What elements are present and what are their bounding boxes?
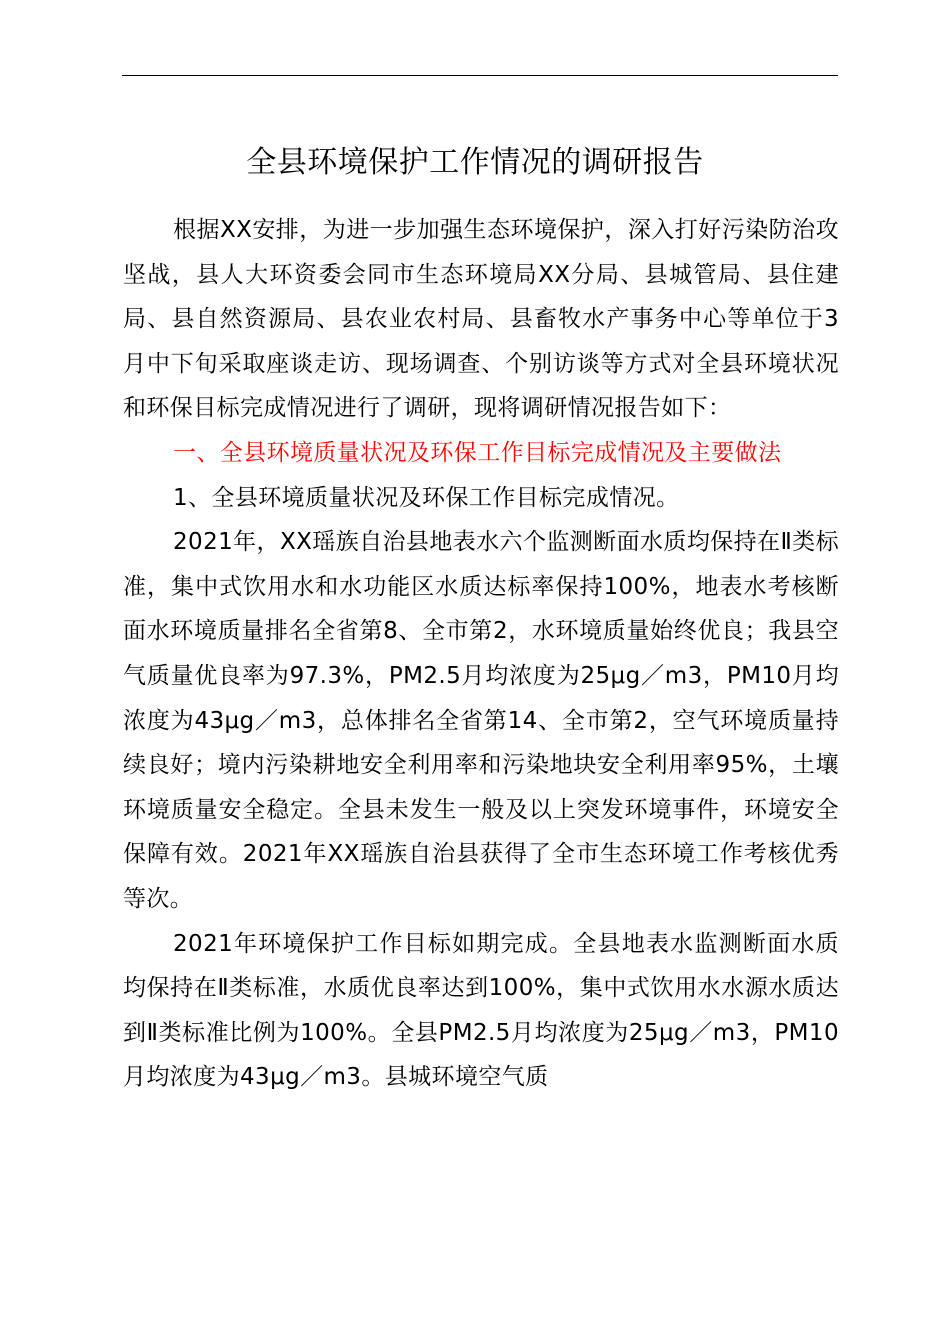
document-title: 全县环境保护工作情况的调研报告 (246, 145, 704, 180)
header-rule (122, 75, 838, 76)
subsection-heading: 1、全县环境质量状况及环保工作目标完成情况。 (173, 484, 680, 511)
intro-paragraph: 根据XX安排，为进一步加强生态环境保护，深入打好污染防治攻坚战，县人大环资委会同市生态环境局XX分局、县城管局、县住建局、县自然资源局、县农业农村局、县畜牧水产事务中心等单位于3月中下旬采取座谈走访、现场调查、个别访谈等方式对全县环境状况和环保目标完成情况进行了调研，现将调研情况报告如下： (123, 217, 839, 422)
section-heading: 一、全县环境质量状况及环保工作目标完成情况及主要做法 (173, 439, 782, 466)
body-paragraph-2021-status: 2021年，XX瑶族自治县地表水六个监测断面水质均保持在Ⅱ类标准，集中式饮用水和水功能区水质达标率保持100%，地表水考核断面水环境质量排名全省第8、全市第2，水环境质量始终优良；我县空气质量优良率为97.3%，PM2.5月均浓度为25μg／m3，PM10月均浓度为43μg／m3，总体排名全省第14、全市第2，空气环境质量持续良好；境内污染耕地安全利用率和污染地块安全利用率95%，土壤环境质量安全稳定。全县未发生一般及以上突发环境事件，环境安全保障有效。2021年XX瑶族自治县获得了全市生态环境工作考核优秀等次。 (123, 529, 839, 912)
body-paragraph-2021-targets: 2021年环境保护工作目标如期完成。全县地表水监测断面水质均保持在Ⅱ类标准，水质优良率达到100%，集中式饮用水水源水质达到Ⅱ类标准比例为100%。全县PM2.5月均浓度为25μg／m3，PM10月均浓度为43μg／m3。县城环境空气质 (123, 930, 839, 1091)
document-body (123, 208, 839, 1100)
